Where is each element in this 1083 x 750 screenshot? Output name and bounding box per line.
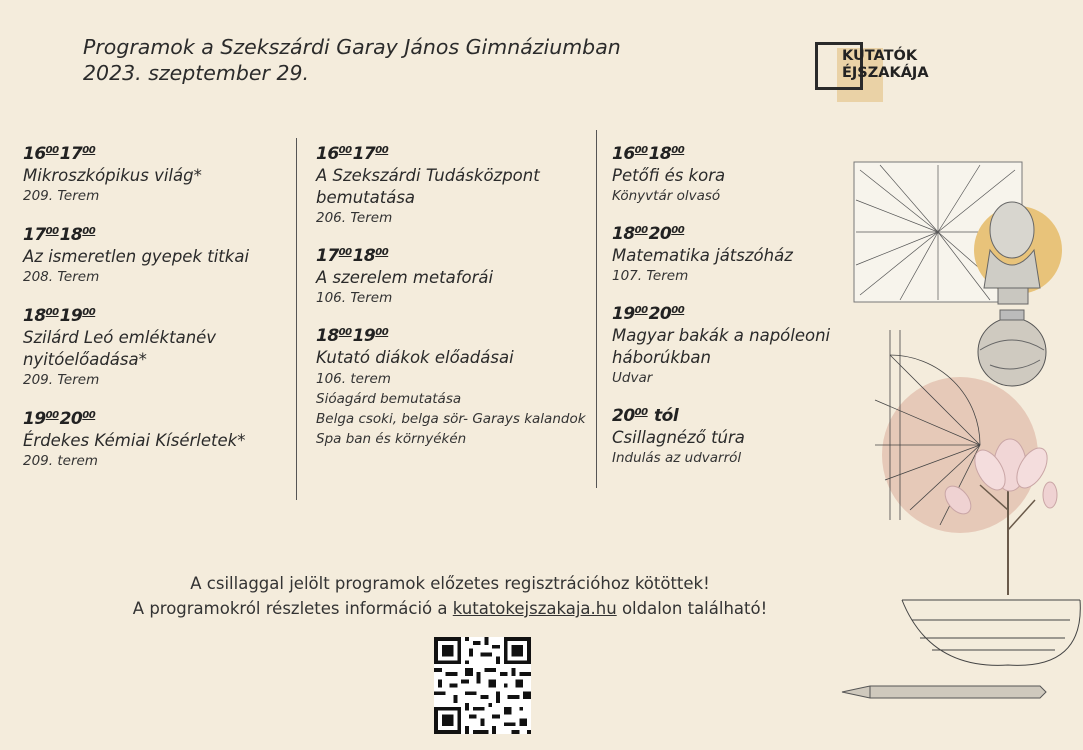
program-room: 106. Terem	[316, 290, 393, 306]
program-title: Matematika játszóház	[612, 246, 793, 265]
program-column-3	[612, 140, 852, 482]
program-time: $17^{00}18^{00}$	[316, 246, 389, 266]
program-room: 209. Terem	[23, 372, 100, 388]
program-item	[23, 140, 295, 206]
column-divider	[596, 130, 597, 488]
program-time: $18^{00}19^{00}$	[23, 306, 96, 326]
program-time: $16^{00}17^{00}$	[23, 144, 96, 164]
program-room: 209. Terem	[23, 188, 100, 204]
program-item	[316, 140, 596, 228]
globe-illustration	[978, 310, 1046, 386]
program-item	[612, 140, 852, 206]
program-title: Az ismeretlen gyepek titkai	[23, 247, 250, 266]
kutatok-ejszakaja-logo	[815, 42, 955, 104]
program-room: 209. terem	[23, 453, 98, 469]
website-link[interactable]: kutatokejszakaja.hu	[452, 599, 617, 618]
program-item	[316, 242, 596, 308]
program-title: Kutató diákok előadásai	[316, 348, 514, 367]
header-title: Programok a Szekszárdi Garay János Gimnáziumban	[83, 35, 621, 59]
program-room: Udvar	[612, 370, 653, 386]
program-title: Érdekes Kémiai Kísérletek*	[23, 431, 246, 450]
program-time: $18^{00}19^{00}$	[316, 326, 389, 346]
program-item	[612, 220, 852, 286]
program-time: $20^{00}$ tól	[612, 406, 679, 426]
program-item	[23, 302, 295, 390]
program-title: A szerelem metaforái	[316, 268, 494, 287]
program-time: $16^{00}17^{00}$	[316, 144, 389, 164]
program-subtopic: Sióagárd bemutatása	[316, 391, 462, 407]
program-room: 206. Terem	[316, 210, 393, 226]
program-room: 208. Terem	[23, 269, 100, 285]
program-room: Könyvtár olvasó	[612, 188, 721, 204]
program-title: Petőfi és kora	[612, 166, 726, 185]
footer-notice	[0, 571, 900, 621]
program-title: Magyar bakák a napóleoni háborúkban	[612, 326, 831, 367]
program-room: Indulás az udvarról	[612, 450, 742, 466]
page-header	[83, 34, 621, 86]
program-item	[316, 322, 596, 449]
program-room: 106. terem	[316, 371, 391, 387]
vessel-diagram-illustration	[902, 600, 1080, 665]
program-item	[23, 405, 295, 471]
program-time: $17^{00}18^{00}$	[23, 225, 96, 245]
program-column-2	[316, 140, 596, 463]
program-item	[612, 300, 852, 388]
program-column-1	[23, 140, 295, 486]
program-time: $18^{00}20^{00}$	[612, 224, 685, 244]
column-divider	[296, 138, 297, 500]
pencil-illustration	[842, 686, 1046, 698]
program-room: 107. Terem	[612, 268, 689, 284]
program-title: Csillagnéző túra	[612, 428, 745, 447]
program-title: Szilárd Leó emléktanév nyitóelőadása*	[23, 328, 217, 369]
program-title: Mikroszkópikus világ*	[23, 166, 202, 185]
qr-code[interactable]	[434, 637, 531, 734]
program-item	[23, 221, 295, 287]
program-title: A Szekszárdi Tudásközpont bemutatása	[316, 166, 540, 207]
info-note: A programokról részletes információ a kutatokejszakaja.hu oldalon található!	[132, 599, 768, 618]
program-item	[612, 402, 852, 468]
registration-note: A csillaggal jelölt programok előzetes regisztrációhoz kötöttek!	[190, 574, 710, 593]
program-time: $19^{00}20^{00}$	[23, 409, 96, 429]
scientific-collage-illustration	[840, 150, 1083, 710]
logo-text: KUTATÓK ÉJSZAKÁJA	[842, 48, 929, 81]
header-date: 2023. szeptember 29.	[83, 61, 310, 85]
program-time: $19^{00}20^{00}$	[612, 304, 685, 324]
program-time: $16^{00}18^{00}$	[612, 144, 685, 164]
program-subtopic: Belga csoki, belga sör- Garays kalandok Spa ban és környékén	[316, 411, 586, 447]
